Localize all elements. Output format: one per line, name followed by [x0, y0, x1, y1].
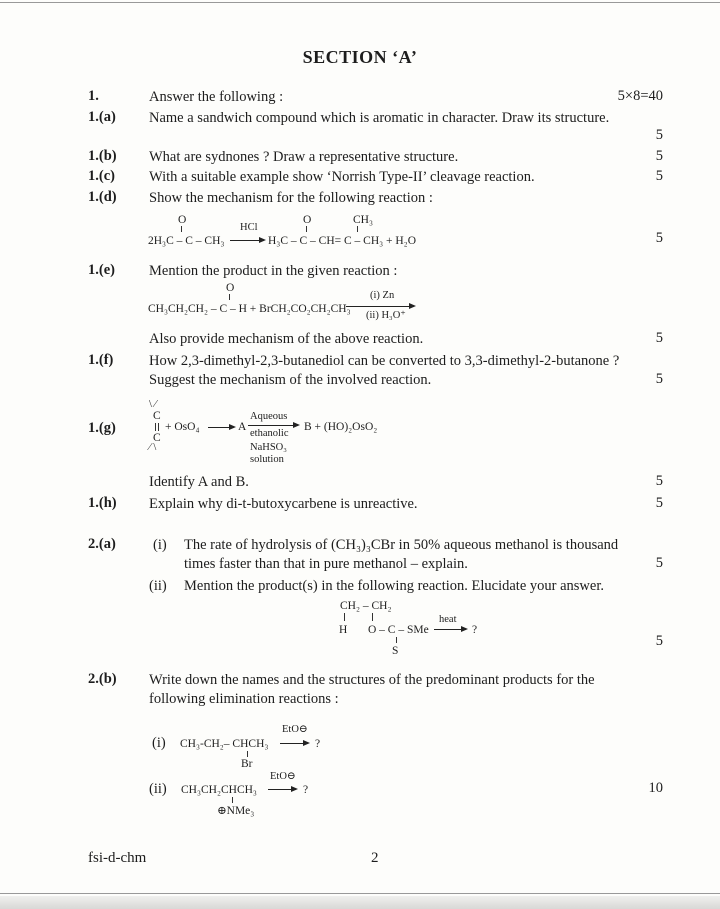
reagent-label: NaHSO₃ [250, 442, 287, 453]
reactant-formula: CH₃-CH₂– CHCH₃ [180, 738, 269, 750]
single-bond [357, 226, 358, 232]
oxygen-label: O [178, 214, 187, 226]
question-marks: 10 [648, 780, 663, 796]
double-bond [155, 423, 156, 431]
oxygen-label: O [226, 282, 235, 294]
reaction-arrow [208, 427, 234, 428]
question-number: 1.(c) [88, 168, 115, 184]
question-marks: 5×8=40 [617, 88, 663, 104]
reaction-arrow [268, 789, 296, 790]
question-number: 2.(b) [88, 671, 117, 687]
product-formula: H₃C – C – CH= C – CH₃ + H₂O [268, 235, 417, 247]
ring-top-formula: CH₂ – CH₂ [340, 600, 392, 612]
question-text: Identify A and B. [149, 474, 249, 490]
question-marks: 5 [655, 633, 663, 649]
question-marks: 5 [655, 473, 663, 489]
reagent-label: EtO⊖ [282, 724, 308, 735]
bromine-label: Br [241, 758, 253, 770]
double-bond [396, 637, 397, 643]
hydrogen-label: H [339, 624, 348, 636]
question-marks: 5 [655, 168, 663, 184]
intermediate-label: A [238, 421, 247, 433]
unknown-product: ? [315, 738, 321, 750]
question-number: 1.(d) [88, 189, 117, 205]
product-formula: B + (HO)₂OsO₂ [304, 421, 378, 433]
question-number: 1.(f) [88, 352, 114, 368]
paper-code: fsi-d-chm [88, 850, 147, 866]
reagent-label: heat [439, 614, 457, 625]
question-number: 1.(a) [88, 109, 116, 125]
question-number: 1.(h) [88, 495, 117, 511]
question-marks: 5 [655, 230, 663, 246]
question-text: With a suitable example show ‘Norrish Type-II’ cleavage reaction. [149, 169, 535, 185]
question-marks: 5 [655, 148, 663, 164]
question-text: The rate of hydrolysis of (CH₃)₃CBr in 50% aqueous methanol is thousand [184, 537, 619, 553]
question-text-continued: Suggest the mechanism of the involved reaction. [149, 372, 432, 388]
reagent-label: Aqueous [250, 411, 288, 422]
question-number: 1.(e) [88, 262, 115, 278]
reagent-label: ethanolic [250, 428, 289, 439]
question-text: Mention the product(s) in the following reaction. Elucidate your answer. [184, 578, 604, 594]
question-text: Mention the product in the given reaction : [149, 263, 398, 279]
question-text: Explain why di-t-butoxycarbene is unreactive. [149, 496, 418, 512]
single-bond [247, 751, 248, 757]
question-marks: 5 [655, 330, 663, 346]
reagent-label: HCl [240, 222, 258, 233]
question-text: What are sydnones ? Draw a representative structure. [149, 149, 459, 165]
question-marks: 5 [655, 371, 663, 387]
single-bond [372, 613, 373, 621]
oxygen-label: O [303, 214, 312, 226]
reagent-label: EtO⊖ [270, 771, 296, 782]
single-bond [344, 613, 345, 621]
question-number: 2.(a) [88, 536, 116, 552]
reagent-label: (ii) H₃O⁺ [366, 310, 406, 321]
question-marks: 5 [655, 127, 663, 143]
unknown-product: ? [303, 784, 309, 796]
methyl-label: CH₃ [353, 214, 373, 226]
reaction-arrow [434, 629, 466, 630]
subpart-label: (i) [152, 735, 166, 751]
single-bond [232, 797, 233, 803]
reagent-label: solution [250, 454, 284, 465]
bond-stubs: \ ⁄ [149, 399, 157, 410]
reaction-arrow [248, 425, 298, 426]
section-title: SECTION ‘A’ [302, 47, 418, 67]
reactant-formula: CH₃CH₂CH₂ – C – H + BrCH₂CO₂CH₂CH₃ [148, 303, 351, 315]
question-text-continued: times faster than that in pure methanol – explain. [184, 556, 468, 572]
trimethylammonium-label: ⊕NMe₃ [217, 805, 255, 817]
carbon-label: C [153, 432, 161, 444]
xanthate-formula: O – C – SMe [368, 624, 429, 636]
scan-top-line [0, 2, 720, 3]
page-number: 2 [371, 850, 379, 866]
double-bond [229, 294, 230, 300]
unknown-product: ? [472, 624, 478, 636]
reactant-formula: CH₃CH₂CHCH₃ [181, 784, 257, 796]
question-number: 1.(b) [88, 148, 117, 164]
scan-bottom-line [0, 893, 720, 894]
reagent-formula: + OsO₄ [165, 421, 200, 433]
reaction-arrow [346, 306, 414, 307]
reaction-arrow [230, 240, 264, 241]
subpart-label: (ii) [149, 578, 167, 594]
double-bond [306, 226, 307, 232]
double-bond [181, 226, 182, 232]
question-marks: 5 [655, 495, 663, 511]
reagent-label: (i) Zn [370, 290, 395, 301]
question-number: 1.(g) [88, 420, 116, 436]
question-text: Write down the names and the structures of the predominant products for the [149, 672, 595, 688]
question-number: 1. [88, 88, 99, 104]
question-text-continued: Also provide mechanism of the above reaction. [149, 331, 424, 347]
question-text: Name a sandwich compound which is aromatic in character. Draw its structure. [149, 110, 610, 126]
question-text: How 2,3-dimethyl-2,3-butanediol can be converted to 3,3-dimethyl-2-butanone ? [149, 353, 620, 369]
question-text: Answer the following : [149, 89, 284, 105]
bond-stubs: ⁄ \ [149, 442, 157, 453]
question-text-continued: following elimination reactions : [149, 691, 339, 707]
subpart-label: (ii) [149, 781, 167, 797]
subpart-label: (i) [153, 537, 167, 553]
double-bond [158, 423, 159, 431]
question-text: Show the mechanism for the following reaction : [149, 190, 433, 206]
question-marks: 5 [655, 555, 663, 571]
scan-bottom-edge [0, 896, 720, 909]
sulfur-label: S [392, 645, 399, 657]
reaction-arrow [280, 743, 308, 744]
carbon-label: C [153, 410, 161, 422]
reactant-formula: 2H₃C – C – CH₃ [148, 235, 225, 247]
